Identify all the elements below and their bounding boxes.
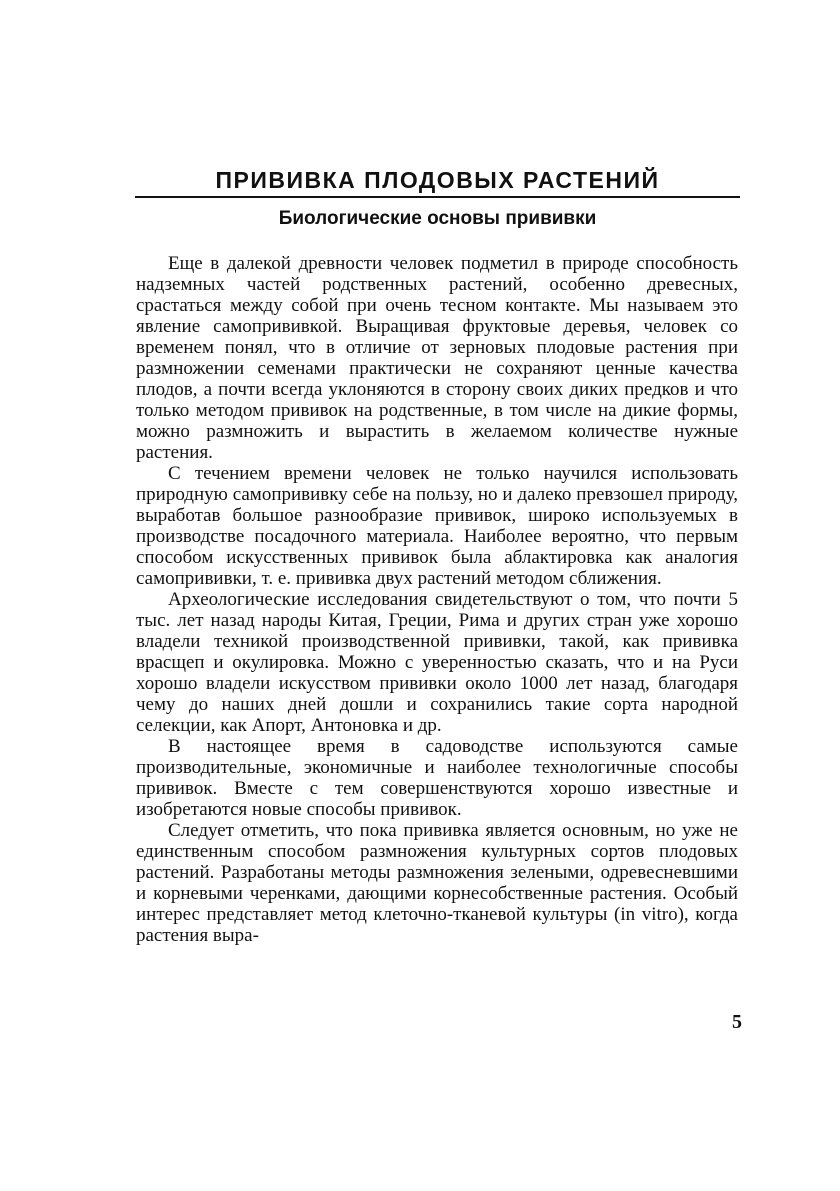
chapter-title: ПРИВИВКА ПЛОДОВЫХ РАСТЕНИЙ	[215, 167, 660, 193]
paragraph: Археологические исследования свидетельствуют о том, что почти 5 тыс. лет назад народы Китая, Греции, Рима и других стран уже хорошо владели техникой производственной прививки, такой, как прививка врасщеп и окулировка. Можно с уверенностью сказать, что и на Руси хорошо владели искусством прививки около 1000 лет назад, благодаря чему до наших дней дошли и сохранились такие сорта народной селекции, как Апорт, Антоновка и др.	[136, 589, 738, 736]
paragraph: Следует отметить, что пока прививка является основным, но уже не единственным способом размножения культурных сортов плодовых растений. Разработаны методы размножения зелеными, одревесневшими и корневыми черенками, дающими корнесобственные растения. Особый интерес представляет метод клеточно-тканевой культуры (in vitro), когда растения выра-	[136, 820, 738, 946]
page-number: 5	[732, 1011, 742, 1033]
title-rule	[135, 196, 740, 198]
body-text	[136, 253, 738, 946]
section-title: Биологические основы прививки	[278, 208, 597, 229]
paragraph: С течением времени человек не только научился использовать природную самопрививку себе на пользу, но и далеко превзошел природу, выработав большое разнообразие прививок, широко используемых в производстве посадочного материала. Наиболее вероятно, что первым способом искусственных прививок была аблактировка как аналогия самопрививки, т. е. прививка двух растений методом сближения.	[136, 463, 738, 589]
paragraph: В настоящее время в садоводстве используются самые производительные, экономичные и наиболее технологичные способы прививок. Вместе с тем совершенствуются хорошо известные и изобретаются новые способы прививок.	[136, 736, 738, 820]
paragraph: Еще в далекой древности человек подметил в природе способность надземных частей родственных растений, особенно древесных, срастаться между собой при очень тесном контакте. Мы называем это явление самопрививкой. Выращивая фруктовые деревья, человек со временем понял, что в отличие от зерновых плодовые растения при размножении семенами практически не сохраняют ценные качества плодов, а почти всегда уклоняются в сторону своих диких предков и что только методом прививок на родственные, в том числе на дикие формы, можно размножить и вырастить в желаемом количестве нужные растения.	[136, 253, 738, 463]
